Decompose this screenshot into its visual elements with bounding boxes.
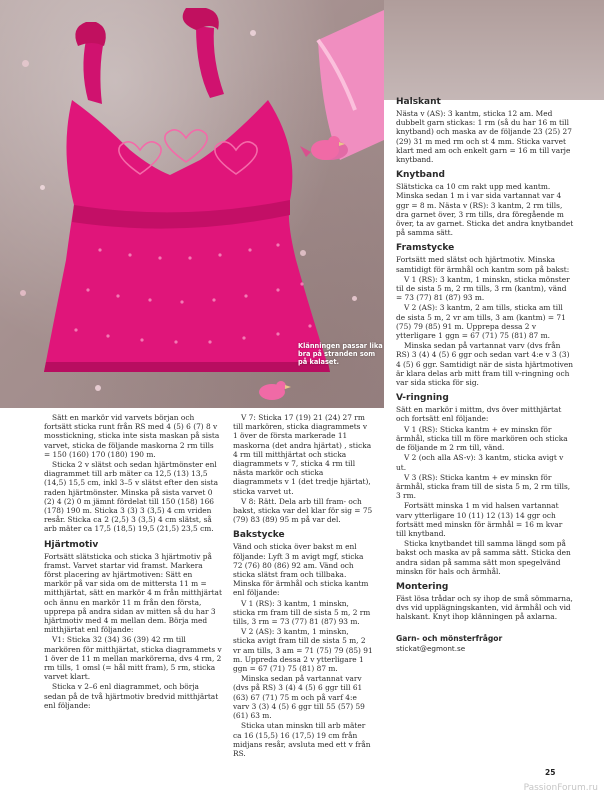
heading-hjartmotiv: Hjärtmotiv: [44, 539, 99, 550]
paragraph: Sätt en markör vid varvets början och fortsätt sticka runt från RS med 4 (5) 6 (7) 8 v mosstickning, sticka inte sista maskan på sista varvet, sticka de följande maskorna 2 rm tills = 150 (160) 170 (180) 190 m.: [44, 413, 220, 459]
credits-block: [396, 634, 574, 653]
paragraph: Fortsätt slätsticka och sticka 3 hjärtmotiv på framst. Varvet startar vid framst. Markera först placering av hjärtmotiven: Sätt en markör på var sida om de mittersta 11 m = mitthjärtat, sätt en markör 4 m från mitthjärtat och ännu en markör 11 m från den första, upprepa på andra sidan av mitten så du har 3 hjärtmotiv med 4 m mellan dem. Börja med mitthjärtat enl följande:: [44, 551, 222, 635]
paper-roll-illustration: [312, 10, 384, 160]
paragraph: V 1 (RS): Sticka kantm + ev minskn för ärmhål, sticka till m före markören och sticka de följande m 2 rm till, vänd.: [396, 424, 568, 453]
column-left: [44, 413, 222, 711]
column-middle: [233, 413, 373, 759]
paragraph: Minska sedan på vartannat varv (dvs från RS) 3 (4) 4 (5) 6 ggr och sedan vart 4:e v 3 (3) 4 (5) 6 ggr. Samtidigt när de sista hjärtmotiven är klara delas arb mitt fram till v-ringning och var sida sticka för sig.: [396, 341, 573, 388]
heading-halskant: Halskant: [396, 97, 441, 107]
paragraph: Fortsätt med slätst och hjärtmotiv. Minska samtidigt för ärmhål och kantm som på bakst:: [396, 255, 570, 274]
paragraph: V 2 (AS): 3 kantm, 1 minskn, sticka avigt fram till de sista 5 m, 2 vr am tills, 3 am = 71 (75) 79 (85) 91 m. Uppreda dessa 2 v ytterligare 1 ggn = 67 (71) 75 (81) 87 m.: [233, 627, 373, 674]
photo-side-strip: [384, 0, 604, 100]
paragraph: Minska sedan på vartannat varv (dvs på RS) 3 (4) 4 (5) 6 ggr till 61 (63) 67 (71) 75 m och på varf 4:e varv 3 (3) 4 (5) 6 ggr till 55 (57) 59 (61) 63 m.: [233, 674, 365, 721]
heading-knytband: Knytband: [396, 170, 445, 181]
small-bird-illustration: [259, 381, 291, 400]
paragraph: Slätsticka ca 10 cm rakt upp med kantm. Minska sedan 1 m i var sida vartannat var 4 ggr = 8 m. Nästa v (RS): 3 kantm, 2 rm tills, dra garnet över, 3 rm tills, dra föregående m över, ta av garnet. Sticka det andra knytbandet på samma sätt.: [396, 182, 574, 238]
paragraph: Fäst lösa trådar och sy ihop de små sömmarna, dvs vid upplägningskanten, vid ärmhål och vid halskant. Knyt ihop klänningen på axlarna.: [396, 593, 573, 622]
paragraph: Fortsätt minska 1 m vid halsen vartannat varv ytterligare 10 (11) 12 (13) 14 ggr och fortsätt med minskn för ärmhål = 16 m kvar till knytband.: [396, 501, 563, 538]
credits-email[interactable]: stickat@egmont.se: [396, 643, 466, 653]
column-right: [396, 97, 574, 653]
paragraph: V 7: Sticka 17 (19) 21 (24) 27 rm till markören, sticka diagrammets v 1 över de första markerade 11 maskorna (det andra hjärtat) , sticka 4 rm till mitthjärtat och sticka diagrammets v 7, sticka 4 rm till nästa markör och sticka diagrammets v 1 (det tredje hjärtat), sticka varvet ut.: [233, 413, 372, 496]
paragraph: Nästa v (AS): 3 kantm, sticka 12 am. Med dubbelt garn stickas: 1 rm (så du har 16 m till knytband) och maska av de följande 23 (25) 27 (29) 31 m med rm och st 4 mm. Sticka varvet klart med am och enkelt garn = 16 m till varje knytband.: [396, 109, 572, 165]
paragraph: Sticka knytbandet till samma längd som på bakst och maska av på samma sätt. Sticka den andra sidan på samma sätt mon spegelvänd minskn för hals och ärmhål.: [396, 539, 571, 576]
paragraph: Sticka 2 v slätst och sedan hjärtmönster enl diagrammet till arb mäter ca 12,5 (13) 13,5 (14,5) 15,5 cm, inkl 3–5 v slätst efter den sista raden hjärtmönster. Minska på sista varvet 0 (2) 4 (2) 0 m jämnt fördelat till 150 (158) 166 (178) 190 m. Sticka 3 (3) 3 (3,5) 4 cm vriden resår. Sticka ca 2 (2,5) 3 (3,5) 4 cm slätst, så arb mäter ca 17,5 (18,5) 19,5 (21,5) 23,5 cm.: [44, 460, 219, 534]
credits-title: Garn- och mönsterfrågor: [396, 633, 503, 643]
garment-photo: [0, 0, 384, 408]
paragraph: V 2 (och alla AS-v): 3 kantm, sticka avigt v ut.: [396, 453, 564, 472]
paragraph: Sätt en markör i mittm, dvs över mitthjärtat och fortsätt enl följande:: [396, 405, 562, 424]
heading-v-ringning: V-ringning: [396, 393, 449, 404]
heading-montering: Montering: [396, 581, 449, 592]
paragraph: V 3 (RS): Sticka kantm + ev minskn för ärmhål, sticka fram till de sista 5 m, 2 rm tills, 3 rm.: [396, 472, 571, 501]
paragraph: Sticka utan minskn till arb mäter ca 16 (15,5) 16 (17,5) 19 cm från midjans resår, avsluta med ett v från RS.: [233, 721, 371, 758]
photo-caption: Klänningen passar lika bra på stranden som på kalaset.: [298, 342, 383, 366]
heading-framstycke: Framstycke: [396, 243, 455, 254]
watermark: PassionForum.ru: [523, 783, 598, 793]
paragraph: V 1 (RS): 3 kantm, 1 minskn, sticka mönster til de sista 5 m, 2 rm tills, 3 rm (kantm), vänd = 73 (77) 81 (87) 93 m.: [396, 274, 570, 303]
heading-bakstycke: Bakstycke: [233, 530, 285, 541]
paragraph: V1: Sticka 32 (34) 36 (39) 42 rm till markören för mitthjärtat, sticka diagrammets v 1 över de 11 m mellan markörerna, dvs 4 rm, 2 rm tills, 1 omsl (= hål mitt fram), 5 rm, sticka varvet klart.: [44, 635, 222, 682]
page-number: 25: [545, 768, 556, 777]
knitted-top-illustration: [44, 8, 330, 372]
paragraph: V 2 (AS): 3 kantm, 2 am tills, sticka am till de sista 5 m, 2 vr am tills, 3 am (kantm) = 71 (75) 79 (85) 91 m. Upprepa dessa 2 v ytterligare 1 ggn = 67 (71) 75 (81) 87 m.: [396, 303, 566, 341]
paragraph: Sticka v 2–6 enl diagrammet, och börja sedan på de två hjärtmotiv bredvid mitthjärtat enl följande:: [44, 682, 219, 710]
paragraph: Vänd och sticka över bakst m enl följande: Lyft 3 m avigt mgf, sticka 72 (76) 80 (86) 92 am. Vänd och sticka slätst fram och tillbaka. Minska för ärmhål och sticka kantm enl följande:: [233, 542, 369, 598]
paragraph: V 8: Rätt. Dela arb till fram- och bakst, sticka var del klar för sig = 75 (79) 83 (89) 95 m på var del.: [233, 496, 373, 525]
paragraph: V 1 (RS): 3 kantm, 1 minskn, sticka rm fram till de sista 5 m, 2 rm tills, 3 rm = 73 (77) 81 (87) 93 m.: [233, 598, 371, 627]
